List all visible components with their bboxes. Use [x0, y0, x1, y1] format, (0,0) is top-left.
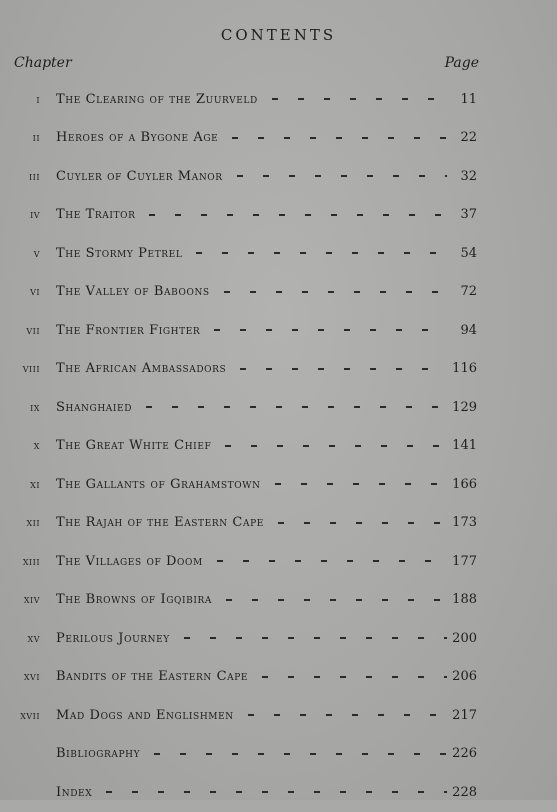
toc-entry	[0, 388, 557, 427]
chapter-number: iv	[30, 208, 40, 222]
page-number: 200	[452, 630, 477, 646]
toc-entry	[0, 735, 557, 774]
dot-leader	[192, 252, 447, 254]
chapter-title: The African Ambassadors	[56, 361, 227, 377]
chapter-title: Heroes of a Bygone Age	[56, 130, 219, 146]
chapter-number: xiv	[23, 593, 40, 607]
chapter-title: Cuyler of Cuyler Manor	[56, 168, 223, 184]
dot-leader	[236, 368, 447, 370]
page-number: 166	[452, 476, 477, 492]
toc-entry	[0, 273, 557, 312]
chapter-title: The Rajah of the Eastern Cape	[56, 515, 264, 531]
chapter-title: Bandits of the Eastern Cape	[56, 669, 249, 685]
chapter-number: ix	[30, 400, 40, 414]
chapter-title: Bibliography	[56, 746, 141, 762]
dot-leader	[213, 560, 447, 562]
chapter-title: Shanghaied	[56, 399, 133, 415]
page-number: 173	[452, 515, 477, 531]
chapter-title: Mad Dogs and Englishmen	[56, 707, 234, 723]
page-number: 72	[460, 284, 477, 300]
page-number: 37	[460, 207, 477, 223]
toc-entry	[0, 581, 557, 620]
dot-leader	[268, 98, 447, 100]
page-number: 22	[460, 130, 477, 146]
toc-entry	[0, 696, 557, 735]
toc-entry	[0, 542, 557, 581]
dot-leader	[145, 214, 447, 216]
toc-entry	[0, 658, 557, 697]
dot-leader	[228, 137, 447, 139]
toc-entry	[0, 234, 557, 273]
toc-entry	[0, 157, 557, 196]
chapter-title: The Frontier Fighter	[56, 322, 201, 338]
chapter-title: The Valley of Baboons	[56, 284, 210, 300]
page-number: 54	[460, 245, 477, 261]
toc-entry	[0, 504, 557, 543]
page-number: 226	[452, 746, 477, 762]
toc-entry	[0, 619, 557, 658]
chapter-title: The Clearing of the Zuurveld	[56, 91, 258, 107]
dot-leader	[271, 483, 447, 485]
table-of-contents	[0, 80, 557, 812]
chapter-number: xii	[26, 516, 40, 530]
dot-leader	[102, 791, 447, 793]
page-number: 206	[452, 669, 477, 685]
dot-leader	[150, 753, 447, 755]
chapter-number: i	[36, 92, 40, 106]
toc-entry	[0, 311, 557, 350]
page-number: 94	[460, 322, 477, 338]
toc-entry	[0, 427, 557, 466]
dot-leader	[210, 329, 447, 331]
chapter-title: The Stormy Petrel	[56, 245, 183, 261]
page-title: CONTENTS	[220, 26, 337, 44]
chapter-title: The Browns of Igqibira	[56, 592, 213, 608]
chapter-number: vi	[30, 285, 40, 299]
dot-leader	[221, 445, 447, 447]
chapter-number: v	[33, 246, 40, 260]
chapter-column-header: Chapter	[14, 55, 72, 71]
chapter-title: Index	[56, 784, 93, 800]
dot-leader	[180, 637, 447, 639]
chapter-title: The Villages of Doom	[56, 553, 203, 569]
toc-entry	[0, 196, 557, 235]
chapter-title: The Traitor	[56, 207, 136, 223]
dot-leader	[220, 291, 447, 293]
chapter-title: The Gallants of Grahamstown	[56, 476, 261, 492]
page-number: 228	[452, 784, 477, 800]
dot-leader	[142, 406, 447, 408]
toc-entry	[0, 773, 557, 812]
toc-entry	[0, 119, 557, 158]
chapter-number: vii	[26, 323, 40, 337]
page-number: 217	[452, 707, 477, 723]
chapter-title: The Great White Chief	[56, 438, 212, 454]
page-number: 32	[460, 168, 477, 184]
chapter-title: Perilous Journey	[56, 630, 170, 646]
dot-leader	[233, 175, 447, 177]
page-column-header: Page	[444, 55, 479, 71]
toc-entry	[0, 350, 557, 389]
chapter-number: xv	[27, 631, 40, 645]
dot-leader	[244, 714, 447, 716]
chapter-number: viii	[22, 362, 40, 376]
toc-entry	[0, 465, 557, 504]
chapter-number: xi	[30, 477, 40, 491]
chapter-number: ii	[32, 131, 40, 145]
dot-leader	[274, 522, 447, 524]
page-number: 129	[452, 399, 477, 415]
chapter-number: xvi	[23, 670, 40, 684]
chapter-number: x	[33, 439, 40, 453]
toc-entry	[0, 80, 557, 119]
page-number: 177	[452, 553, 477, 569]
dot-leader	[258, 676, 447, 678]
page-number: 141	[452, 438, 477, 454]
chapter-number: iii	[29, 169, 40, 183]
chapter-number: xiii	[22, 554, 40, 568]
chapter-number: xvii	[20, 708, 40, 722]
page-number: 116	[452, 361, 477, 377]
dot-leader	[222, 599, 447, 601]
page-number: 11	[460, 91, 477, 107]
page-number: 188	[452, 592, 477, 608]
